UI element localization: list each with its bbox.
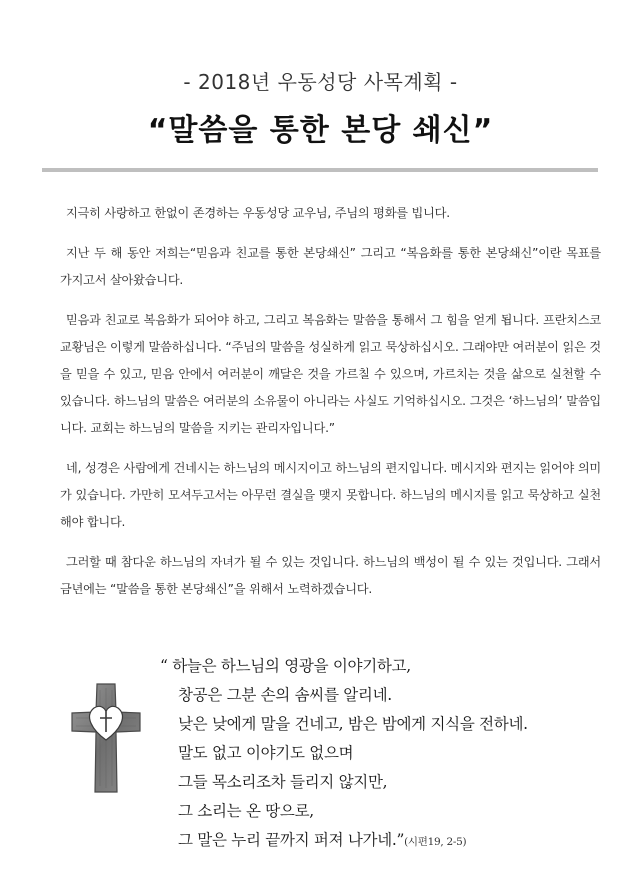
psalm-quote: [160, 652, 600, 857]
quote-line: 말도 없고 이야기도 없으며: [178, 744, 354, 762]
psalm-citation: (시편19, 2-5): [404, 836, 467, 848]
paragraph-past-goals: 지난 두 해 동안 저희는“믿음과 친교를 통한 본당쇄신” 그리고 “복음화를 통한 본당쇄신”이란 목표를 가지고서 살아왔습니다.: [60, 246, 601, 287]
quote-last-line: [178, 826, 600, 857]
paragraph-scripture-message: 네, 성경은 사람에게 건네시는 하느님의 메시지이고 하느님의 편지입니다. 메시지와 편지는 읽어야 의미가 있습니다. 가만히 모셔두고서는 아무런 결실을 맺지 못합니다. 하느님의 메시지를 읽고 묵상하고 실천해야 합니다.: [60, 461, 601, 529]
cross-with-heart-icon: [70, 682, 142, 794]
letter-body: [60, 200, 601, 616]
quote-line: 창공은 그분 손의 솜씨를 알리네.: [178, 686, 392, 704]
document-header: [0, 66, 641, 149]
quote-line: 그 소리는 온 땅으로,: [178, 802, 314, 820]
quote-line: 낮은 낮에게 말을 건네고, 밤은 밤에게 지식을 전하네.: [178, 715, 528, 733]
paragraph-resolution: 그러할 때 참다운 하느님의 자녀가 될 수 있는 것입니다. 하느님의 백성이 될 수 있는 것입니다. 그래서 금년에는 “말씀을 통한 본당쇄신”을 위해서 노력하겠습니다.: [60, 555, 601, 596]
document-title: “말씀을 통한 본당 쇄신”: [147, 113, 494, 148]
header-divider: [42, 168, 598, 172]
paragraph-greeting: 지극히 사랑하고 한없이 존경하는 우동성당 교우님, 주님의 평화를 빕니다.: [66, 206, 450, 220]
document-subtitle: - 2018년 우동성당 사목계획 -: [183, 70, 458, 94]
quote-line: 그들 목소리조차 들리지 않지만,: [178, 773, 388, 791]
quote-line-text: 그 말은 누리 끝까지 퍼져 나가네.”: [178, 831, 405, 849]
quote-line: “ 하늘은 하느님의 영광을 이야기하고,: [160, 657, 411, 675]
paragraph-pope-quote: 믿음과 친교로 복음화가 되어야 하고, 그리고 복음화는 말씀을 통해서 그 힘을 얻게 됩니다. 프란치스코 교황님은 이렇게 말씀하십니다. “주님의 말씀을 성실하게 읽고 묵상하십시오. 그래야만 여러분이 읽은 것을 믿을 수 있고, 믿음 안에서 여러분이 깨달은 것을 가르칠 수 있으며, 가르치는 것을 삶으로 실천할 수 있습니다. 하느님의 말씀은 여러분의 소유물이 아니라는 사실도 기억하십시오. 그것은 ‘하느님의’ 말씀입니다. 교회는 하느님의 말씀을 지키는 관리자입니다.”: [60, 313, 601, 435]
